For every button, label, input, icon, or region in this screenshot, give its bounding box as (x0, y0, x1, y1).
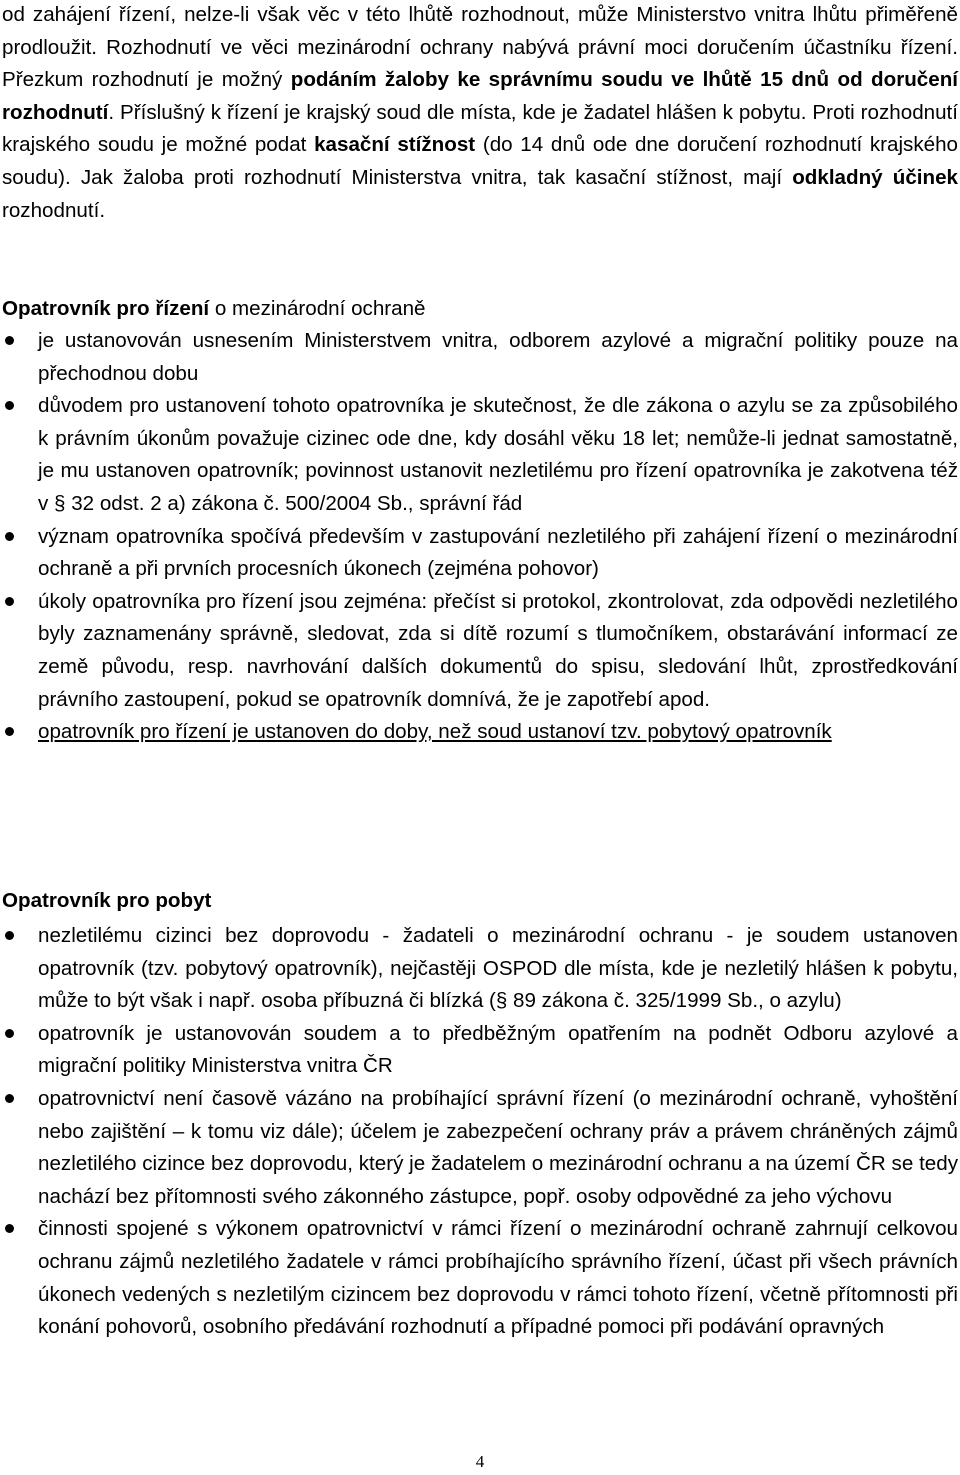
bullet-icon (5, 1029, 14, 1038)
list-item-text: je ustanovován usnesením Ministerstvem vnitra, odborem azylové a migrační politiky pouze na přechodnou dobu (38, 329, 958, 385)
list-item (0, 586, 958, 716)
list-item-text: činnosti spojené s výkonem opatrovnictví v rámci řízení o mezinárodní ochraně zahrnují celkovou ochranu zájmů nezletilého žadatele v rámci probíhajícího správního řízení, účast při všech právních úkonech vedených s nezletilým cizincem bez doprovodu v rámci tohoto řízení, včetně přítomnosti při konání pohovorů, osobního předávání rozhodnutí a případné pomoci při podávání opravných (38, 1217, 958, 1339)
list-item (0, 1083, 958, 1213)
bullet-icon (5, 727, 14, 736)
bold-text: podáním žaloby ke správnímu soudu ve lhůtě 15 dnů od doručení rozhodnutí (2, 68, 958, 124)
text-run: (do 14 dnů ode dne doručení rozhodnutí krajského soudu). Jak žaloba proti rozhodnutí Ministerstva vnitra, tak kasační stížnost, mají (2, 133, 959, 189)
bullet-icon (5, 401, 14, 410)
text-run: . Příslušný k řízení je krajský soud dle místa, kde je žadatel hlášen k pobytu. Proti rozhodnutí krajského soudu je možné podat (2, 100, 958, 157)
list-item-text: význam opatrovníka spočívá především v zastupování nezletilého při zahájení řízení o mezinárodní ochraně a při prvních procesních úkonech (zejména pohovor) (38, 524, 958, 581)
heading-rest: o mezinárodní ochraně (209, 297, 426, 320)
bullet-list-pobyt (0, 920, 958, 1344)
intro-paragraph (2, 0, 958, 227)
bullet-icon (5, 1224, 14, 1233)
list-item (0, 716, 958, 749)
bold-text: kasační stížnost (314, 133, 476, 157)
heading-bold: Opatrovník pro řízení (2, 297, 210, 320)
bullet-icon (5, 597, 14, 606)
list-item (0, 390, 958, 520)
page-number: 4 (475, 1452, 485, 1471)
list-item-text-underlined: opatrovník pro řízení je ustanoven do doby, než soud ustanoví tzv. pobytový opatrovník (38, 720, 832, 744)
bullet-list-rizeni (0, 325, 958, 749)
list-item-text: nezletilému cizinci bez doprovodu - žadateli o mezinárodní ochranu - je soudem ustanoven opatrovník (tzv. pobytový opatrovník), nejčastěji OSPOD dle místa, kde je nezletilý hlášen k pobytu, může to být však i např. osoba příbuzná či blízká (§ 89 zákona č. 325/1999 Sb., o azylu) (38, 924, 958, 1013)
bold-text: odkladný účinek (792, 165, 958, 189)
list-item-text: opatrovník je ustanovován soudem a to předběžným opatřením na podnět Odboru azylové a migrační politiky Ministerstva vnitra ČR (38, 1021, 958, 1078)
list-item (0, 325, 958, 390)
section-heading-opatrovnik-pro-pobyt (2, 885, 211, 918)
bullet-icon (5, 1094, 14, 1103)
text-run: rozhodnutí. (2, 198, 106, 222)
heading-bold: Opatrovník pro pobyt (2, 889, 212, 912)
list-item (0, 920, 958, 1018)
bullet-icon (5, 931, 14, 940)
list-item (0, 1213, 958, 1343)
bullet-icon (5, 336, 14, 345)
bullet-icon (5, 532, 14, 541)
list-item (0, 1018, 958, 1083)
text-run: od zahájení řízení, nelze-li však věc v této lhůtě rozhodnout, může Ministerstvo vnitra lhůtu přiměřeně prodloužit. Rozhodnutí ve věci mezinárodní ochrany nabývá právní moci doručením účastníku řízení. Přezkum rozhodnutí je možný (2, 3, 958, 92)
list-item (0, 521, 958, 586)
list-item-text: důvodem pro ustanovení tohoto opatrovníka je skutečnost, že dle zákona o azylu se za způsobilého k právním úkonům považuje cizinec ode dne, kdy dosáhl věku 18 let; nemůže-li jednat samostatně, je mu ustanoven opatrovník; povinnost ustanovit nezletilému pro řízení opatrovníka je zakotvena též v § 32 odst. 2 a) zákona č. 500/2004 Sb., správní řád (38, 394, 958, 515)
list-item-text: úkoly opatrovníka pro řízení jsou zejména: přečíst si protokol, zkontrolovat, zda odpovědi nezletilého byly zaznamenány správně, sledovat, zda si dítě rozumí s tlumočníkem, obstarávání informací ze země původu, resp. navrhování dalších dokumentů do spisu, sledování lhůt, zprostředkování právního zastoupení, pokud se opatrovník domnívá, že je zapotřebí apod. (38, 589, 958, 711)
section-heading-opatrovnik-pro-rizeni (2, 293, 426, 326)
list-item-text: opatrovnictví není časově vázáno na probíhající správní řízení (o mezinárodní ochraně, vyhoštění nebo zajištění – k tomu viz dále); účelem je zabezpečení ochrany práv a právem chráněných zájmů nezletilého cizince bez doprovodu, který je žadatelem o mezinárodní ochranu a na území ČR se tedy nachází bez přítomnosti svého zákonného zástupce, popř. osoby odpovědné za jeho výchovu (38, 1086, 958, 1208)
